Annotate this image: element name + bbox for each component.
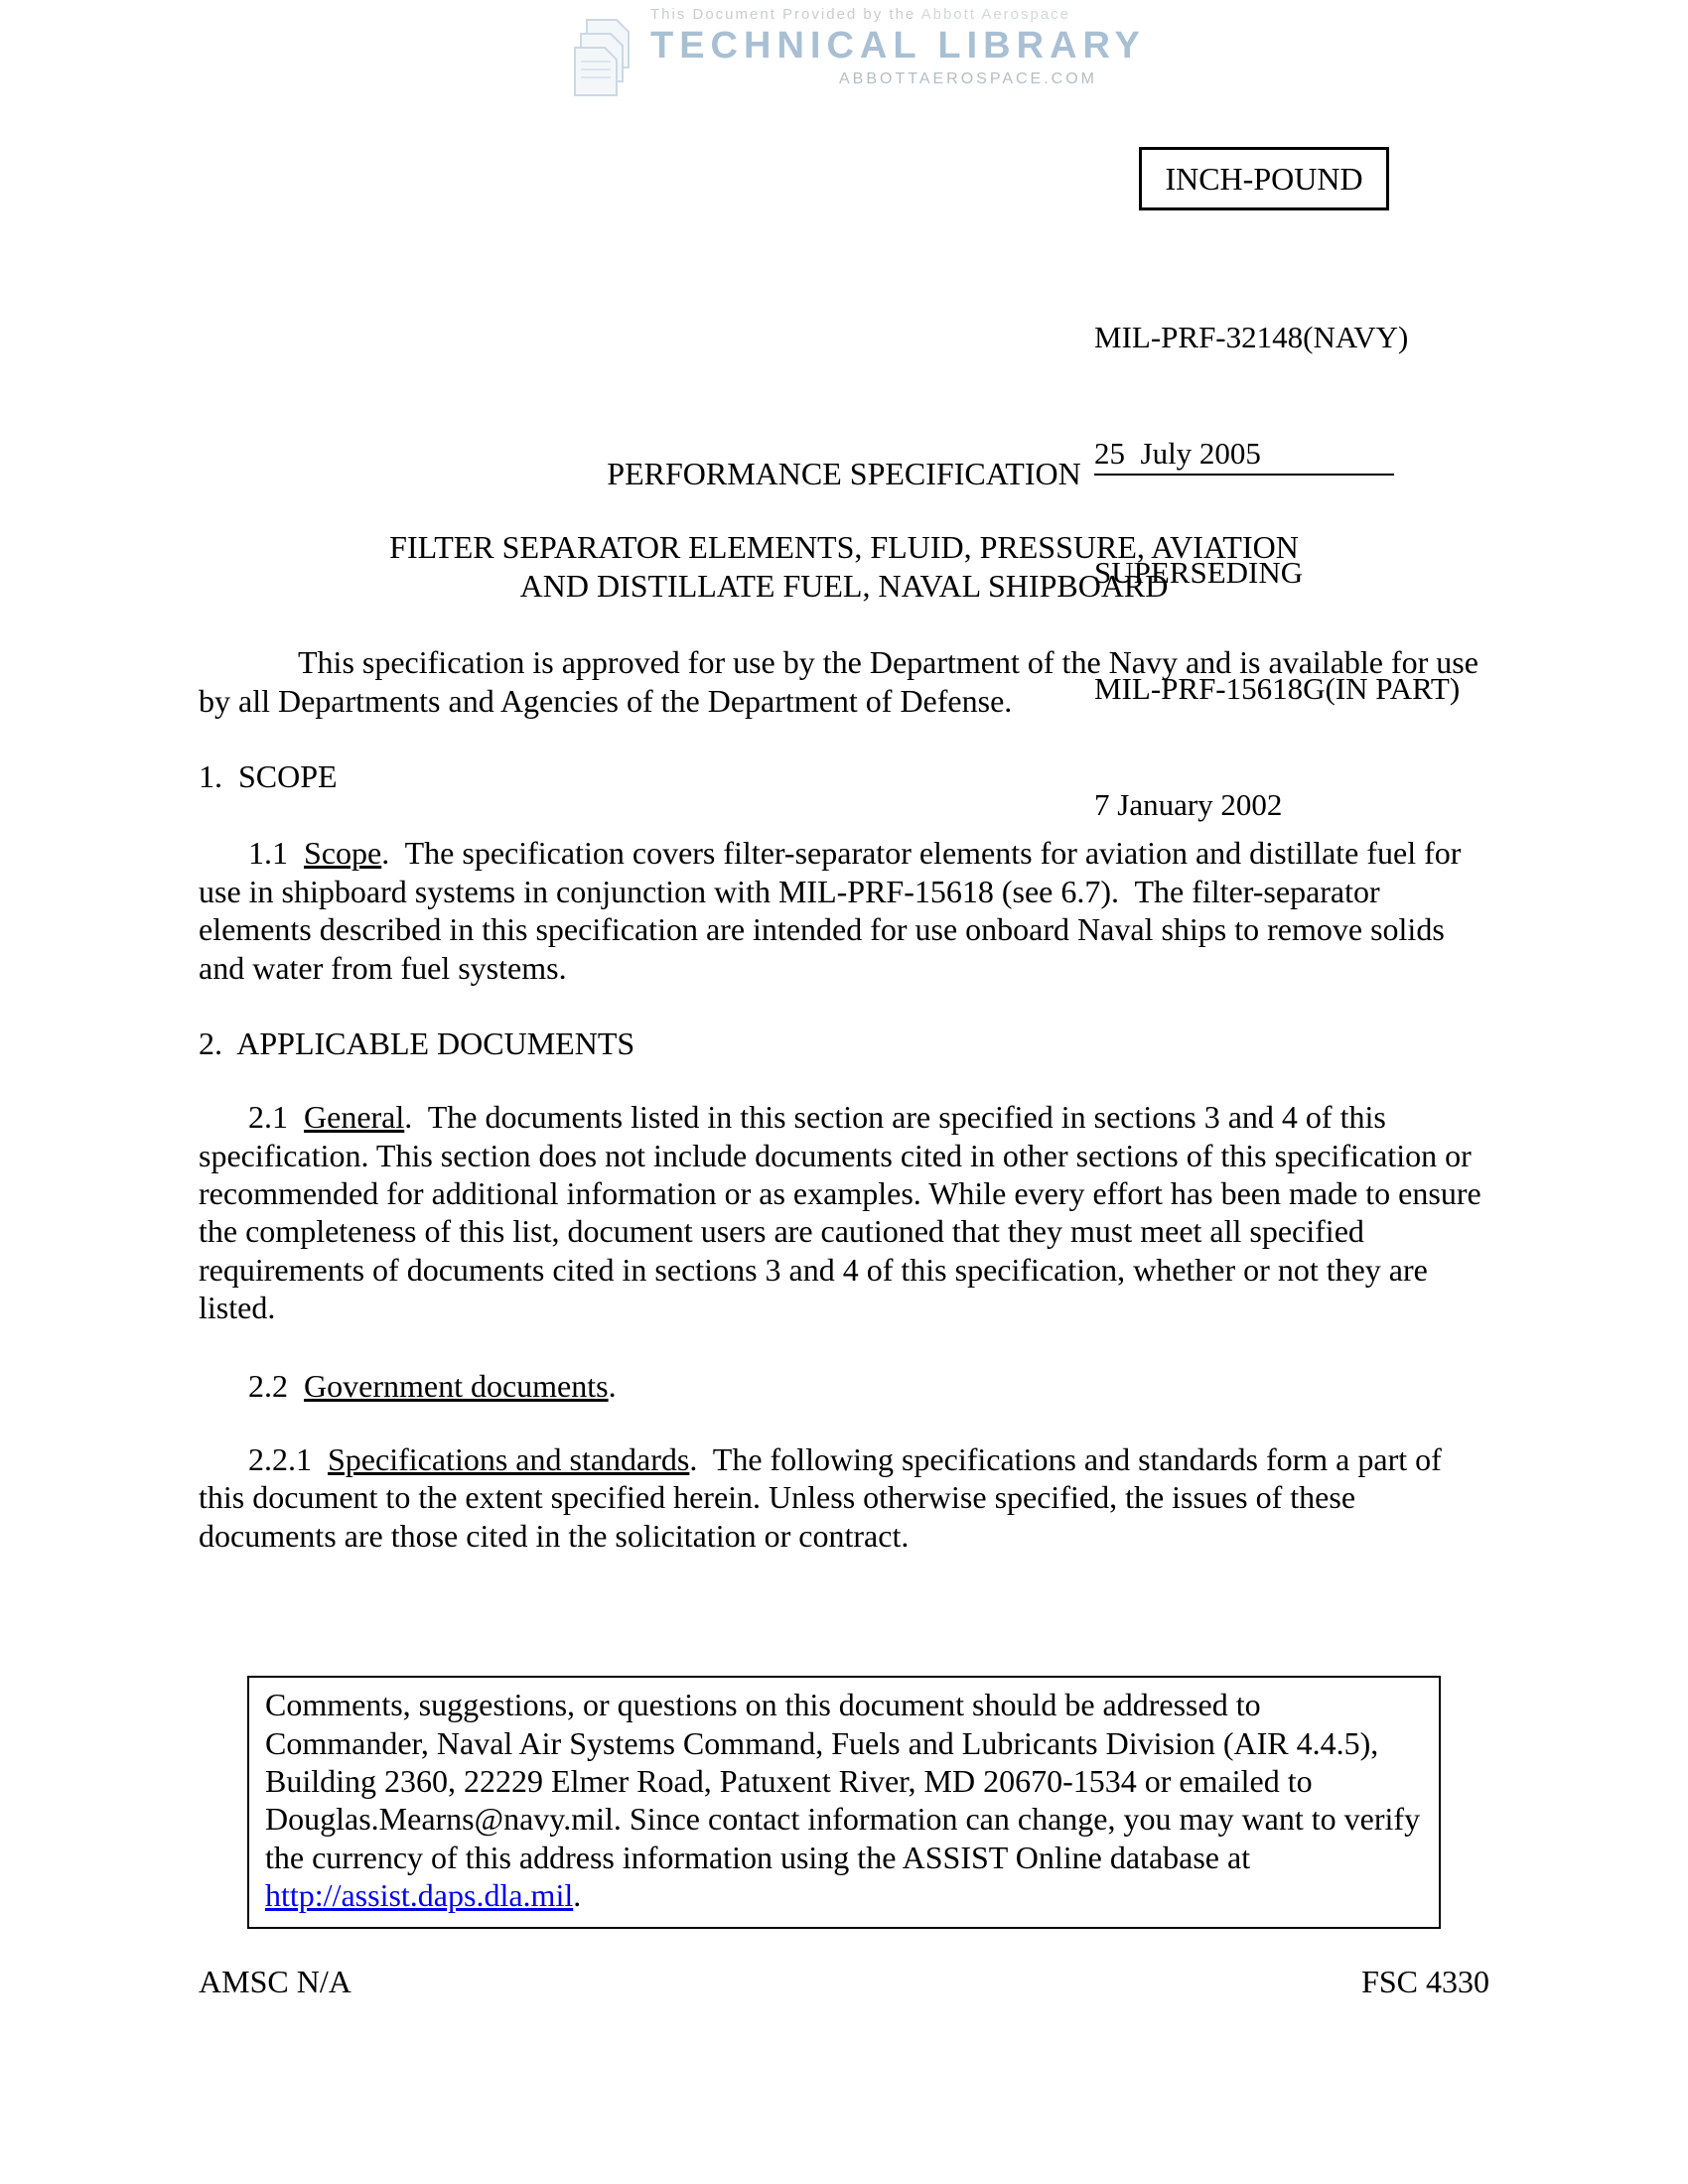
watermark-url: ABBOTTAEROSPACE.COM — [839, 70, 1097, 87]
paragraph-number: 1.1 — [248, 835, 304, 872]
paragraph-text: . — [608, 1367, 617, 1404]
document-title-line2: AND DISTILLATE FUEL, NAVAL SHIPBOARD — [519, 567, 1169, 604]
document-title-line1: FILTER SEPARATOR ELEMENTS, FLUID, PRESSURE, AVIATION — [389, 529, 1299, 566]
inch-pound-label: INCH-POUND — [1165, 160, 1363, 197]
paragraph-number: 2.2 — [248, 1367, 304, 1404]
watermark-title: TECHNICAL LIBRARY — [650, 25, 1146, 67]
page-footer — [199, 1963, 1489, 2000]
paragraph-number: 2.1 — [248, 1099, 304, 1136]
paragraph-1-1 — [199, 834, 1489, 987]
paragraph-number: 2.2.1 — [248, 1441, 328, 1478]
document-date: 25 July 2005 — [1094, 434, 1394, 476]
comments-text-before-link: Comments, suggestions, or questions on this document should be addressed to Commander, Naval Air Systems Command, Fuels and Lubricants Division (AIR 4.4.5), Building 2360, 22229 Elmer Road, Patuxent River, MD 20670-1534 or emailed to Douglas.Mearns@navy.mil. Since contact information can change, you may want to verify the currency of this address information using the ASSIST Online database at — [265, 1687, 1429, 1875]
paragraph-text: . The following specifications and standards form a part of this document to the extent specified herein. Unless otherwise specified, the issues of these documents are those cited in the solicitation or contract. — [199, 1441, 1450, 1554]
document-title — [199, 528, 1489, 605]
watermark-brand: Abbott Aerospace — [920, 6, 1071, 23]
comments-text-after-link: . — [573, 1877, 582, 1914]
paragraph-text: . The specification covers filter-separator elements for aviation and distillate fuel for use in shipboard systems in conjunction with MIL-PRF-15618 (see 6.7). The filter-separator elements described in this specification are intended for use onboard Naval ships to remove solids and water from fuel systems. — [199, 835, 1470, 986]
superseded-document-date: 7 January 2002 — [1094, 787, 1283, 822]
comments-text — [265, 1686, 1429, 1914]
paragraph-2-2-1 — [199, 1440, 1489, 1555]
superseding-label: SUPERSEDING — [1094, 555, 1304, 590]
spec-type-heading: PERFORMANCE SPECIFICATION — [607, 456, 1081, 491]
paragraph-2-1 — [199, 1098, 1489, 1326]
paragraph-text: . The documents listed in this section are specified in sections 3 and 4 of this specification. This section does not include documents cited in other sections of this specification or recommended for additional information or as examples. While every effort has been made to ensure the completeness of this list, document users are cautioned that they must meet all specified requirements of documents cited in sections 3 and 4 of this specification, whether or not they are listed. — [199, 1099, 1489, 1326]
section-1-heading: 1. SCOPE — [199, 757, 338, 794]
paragraph-title: Scope — [304, 835, 382, 872]
fsc-number: FSC 4330 — [1361, 1963, 1489, 1999]
watermark-provided-line: This Document Provided by the Abbott Aerospace — [650, 6, 1071, 23]
comments-box — [247, 1676, 1441, 1928]
section-2-heading: 2. APPLICABLE DOCUMENTS — [199, 1024, 635, 1061]
assist-database-link[interactable]: http://assist.daps.dla.mil — [265, 1877, 574, 1914]
paragraph-title: Specifications and standards — [328, 1441, 690, 1478]
superseded-document-id: MIL-PRF-15618G(IN PART) — [1094, 671, 1461, 706]
approval-paragraph: This specification is approved for use by the Department of the Navy and is available for use by all Departments and Agencies of the Department of Defense. — [199, 644, 1486, 719]
document-id: MIL-PRF-32148(NAVY) — [1094, 320, 1409, 354]
paragraph-title: General — [304, 1099, 405, 1136]
paragraph-2-2 — [199, 1367, 1489, 1405]
amsc-number: AMSC N/A — [199, 1963, 352, 1999]
paragraph-title: Government documents — [304, 1367, 609, 1404]
